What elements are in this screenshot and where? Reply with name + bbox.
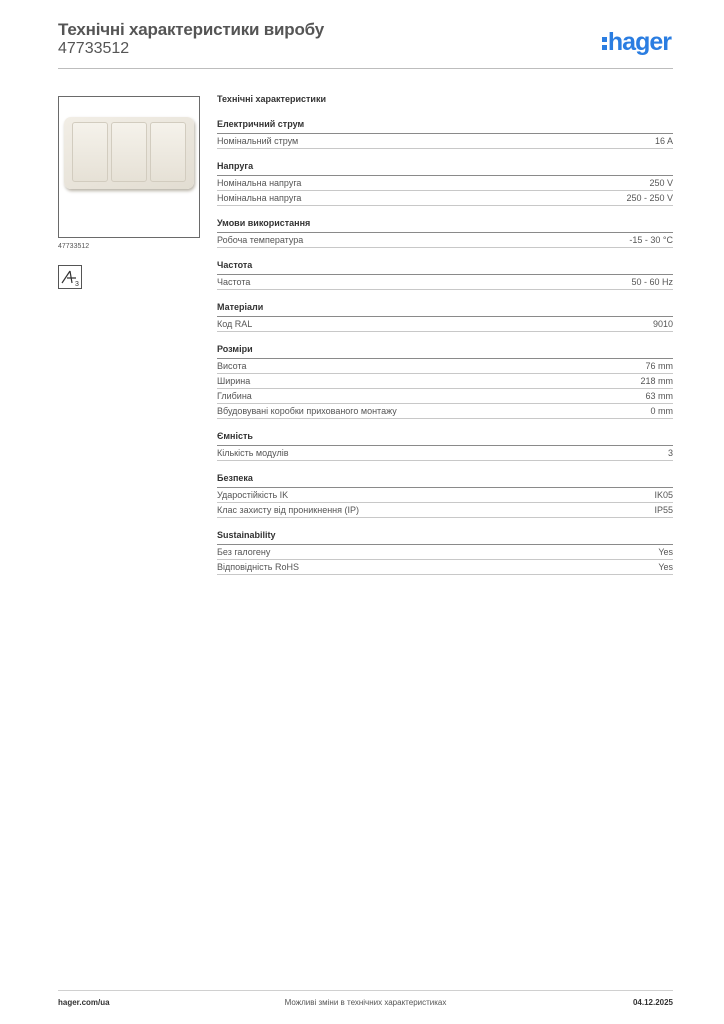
spec-section (217, 473, 673, 518)
spec-label: Висота (217, 361, 247, 371)
spec-label: Номінальна напруга (217, 193, 302, 203)
socket-product-image-icon (64, 117, 194, 189)
spec-row (217, 389, 673, 404)
spec-row (217, 134, 673, 149)
spec-section (217, 344, 673, 419)
spec-row (217, 233, 673, 248)
spec-label: Ширина (217, 376, 251, 386)
spec-value: IK05 (654, 490, 673, 500)
footer-website: hager.com/ua (58, 998, 110, 1007)
footer-divider (58, 990, 673, 991)
spec-label: Номінальна напруга (217, 178, 302, 188)
spec-row (217, 191, 673, 206)
spec-section-title: Безпека (217, 473, 673, 488)
header-divider (58, 68, 673, 69)
specs-panel (217, 94, 673, 587)
spec-section-title: Розміри (217, 344, 673, 359)
spec-value: Yes (658, 547, 673, 557)
logo-dots-icon (602, 35, 607, 51)
spec-value: 76 mm (645, 361, 673, 371)
product-image (58, 96, 200, 238)
spec-section-title: Матеріали (217, 302, 673, 317)
spec-section-title: Напруга (217, 161, 673, 176)
spec-section (217, 161, 673, 206)
spec-value: Yes (658, 562, 673, 572)
product-number: 47733512 (58, 40, 130, 57)
spec-section-title: Ємність (217, 431, 673, 446)
spec-value: IP55 (654, 505, 673, 515)
svg-text:3: 3 (75, 281, 79, 288)
spec-value: 50 - 60 Hz (631, 277, 673, 287)
spec-value: -15 - 30 °C (629, 235, 673, 245)
spec-value: 250 V (649, 178, 673, 188)
specs-sections (217, 119, 673, 575)
specs-title: Технічні характеристики (217, 94, 326, 104)
spec-value: 250 - 250 V (626, 193, 673, 203)
spec-value: 16 A (654, 136, 673, 146)
spec-row (217, 404, 673, 419)
spec-row (217, 317, 673, 332)
spec-label: Код RAL (217, 319, 253, 329)
spec-label: Відповідність RoHS (217, 562, 299, 572)
spec-value: 3 (667, 448, 673, 458)
spec-value: 9010 (652, 319, 673, 329)
spec-value: 218 mm (640, 376, 673, 386)
footer-disclaimer: Можливі зміни в технічних характеристиках (284, 998, 447, 1007)
spec-section (217, 260, 673, 290)
spec-label: Кількість модулів (217, 448, 289, 458)
spec-section-title: Умови використання (217, 218, 673, 233)
spec-row (217, 488, 673, 503)
page-title: Технічні характеристики виробу (58, 20, 324, 39)
spec-label: Глибина (217, 391, 252, 401)
product-reference: 47733512 (58, 243, 90, 250)
spec-label: Номінальний струм (217, 136, 299, 146)
spec-section (217, 431, 673, 461)
spec-label: Робоча температура (217, 235, 304, 245)
spec-value: 63 mm (645, 391, 673, 401)
hager-logo (602, 28, 671, 57)
spec-label: Без галогену (217, 547, 271, 557)
spec-label: Ударостійкість IK (217, 490, 289, 500)
ip-protection-symbol-icon (58, 265, 82, 289)
spec-row (217, 560, 673, 575)
spec-section (217, 530, 673, 575)
spec-value: 0 mm (650, 406, 673, 416)
spec-row (217, 275, 673, 290)
spec-row (217, 359, 673, 374)
spec-section-title: Частота (217, 260, 673, 275)
page-header (58, 20, 673, 58)
spec-row (217, 503, 673, 518)
spec-row (217, 374, 673, 389)
spec-label: Вбудовувані коробки прихованого монтажу (217, 406, 397, 416)
spec-section (217, 119, 673, 149)
spec-section (217, 302, 673, 332)
footer-date: 04.12.2025 (632, 998, 673, 1007)
logo-text: hager (607, 28, 671, 56)
spec-section-title: Sustainability (217, 530, 673, 545)
spec-section-title: Електричний струм (217, 119, 673, 134)
spec-section (217, 218, 673, 248)
spec-label: Частота (217, 277, 251, 287)
spec-row (217, 545, 673, 560)
spec-row (217, 446, 673, 461)
spec-label: Клас захисту від проникнення (IP) (217, 505, 360, 515)
spec-row (217, 176, 673, 191)
